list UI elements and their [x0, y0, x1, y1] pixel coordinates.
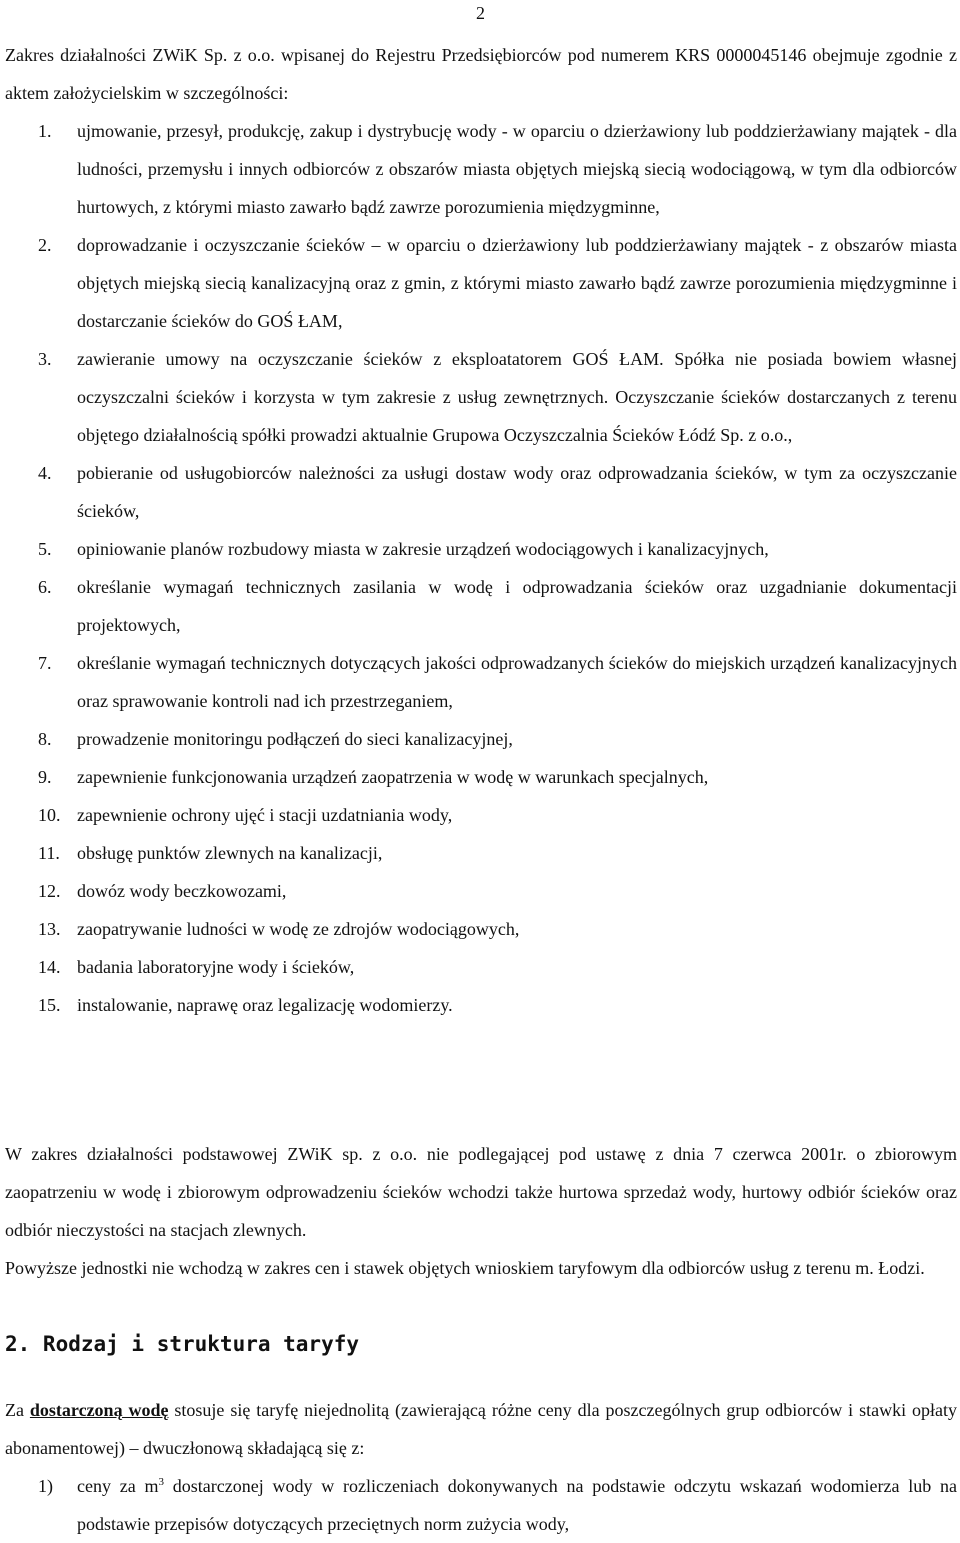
list-item-number: 11.	[38, 843, 60, 863]
tariff-text-before: Za	[5, 1400, 30, 1420]
list-item-text: określanie wymagań technicznych dotyczących jakości odprowadzanych ścieków do miejskich urządzeń kanalizacyjnych oraz sprawowanie kontroli nad ich przestrzeganiem,	[77, 653, 957, 711]
intro-paragraph: Zakres działalności ZWiK Sp. z o.o. wpisanej do Rejestru Przedsiębiorców pod numerem KRS 0000045146 obejmuje zgodnie z aktem założycielskim w szczególności:	[5, 45, 957, 103]
list-item-number: 9.	[38, 767, 52, 787]
list-item-text: prowadzenie monitoringu podłączeń do sieci kanalizacyjnej,	[77, 729, 513, 749]
list-item-text: zapewnienie ochrony ujęć i stacji uzdatniania wody,	[77, 805, 453, 825]
list-item-text: opiniowanie planów rozbudowy miasta w zakresie urządzeń wodociągowych i kanalizacyjnych,	[77, 539, 769, 559]
list-item-text: badania laboratoryjne wody i ścieków,	[77, 957, 355, 977]
list-item	[0, 340, 960, 454]
list-item-number: 15.	[38, 995, 61, 1015]
section-heading: 2. Rodzaj i struktura taryfy	[5, 1332, 360, 1356]
list-item-text: obsługę punktów zlewnych na kanalizacji,	[77, 843, 383, 863]
activity-list	[0, 112, 960, 1024]
list-item	[0, 910, 960, 948]
list-item	[0, 986, 960, 1024]
list-item-number: 3.	[38, 349, 52, 369]
list-item-text: zawieranie umowy na oczyszczanie ścieków z eksploatatorem GOŚ ŁAM. Spółka nie posiada bowiem własnej oczyszczalni ścieków i korzysta w tym zakresie z usług zewnętrznych. Oczyszczanie ścieków dostarczanych z terenu objętego działalnością spółki prowadzi aktualnie Grupowa Oczyszczalnia Ścieków Łódź Sp. z o.o.,	[77, 349, 957, 445]
tariff-underlined-term: dostarczoną wodę	[29, 1400, 169, 1420]
list-item	[0, 226, 960, 340]
list-item-text: doprowadzanie i oczyszczanie ścieków – w oparciu o dzierżawiony lub poddzierżawiany majątek - z obszarów miasta objętych miejską siecią kanalizacyjną oraz z gmin, z którymi miasto zawarło bądź zawrze porozumienia międzygminne i dostarczanie ścieków do GOŚ ŁAM,	[77, 235, 957, 331]
list-item	[0, 454, 960, 530]
list-item-number: 2.	[38, 235, 52, 255]
list-item-text: zaopatrywanie ludności w wodę ze zdrojów wodociągowych,	[77, 919, 520, 939]
list-item	[0, 948, 960, 986]
list-item-text: określanie wymagań technicznych zasilania w wodę i odprowadzania ścieków oraz uzgadnianie dokumentacji projektowych,	[77, 577, 957, 635]
page-number: 2	[476, 3, 485, 23]
superscript: 3	[158, 1476, 164, 1488]
tariff-text-after: stosuje się taryfę niejednolitą (zawierającą różne ceny dla poszczególnych grup odbiorców i stawki opłaty abonamentowej) – dwuczłonową składającą się z:	[5, 1400, 957, 1458]
list-item	[0, 644, 960, 720]
list-item-number: 13.	[38, 919, 61, 939]
list-item-number: 10.	[38, 805, 61, 825]
tariff-component-list	[0, 1467, 960, 1543]
list-item	[0, 872, 960, 910]
list-item	[0, 112, 960, 226]
tariff-paragraph	[5, 1391, 957, 1467]
list-item-text: dowóz wody beczkowozami,	[77, 881, 287, 901]
list-item-number: 12.	[38, 881, 61, 901]
sub-item-text-after: dostarczonej wody w rozliczeniach dokonywanych na podstawie odczytu wskazań wodomierza lub na podstawie przepisów dotyczących przeciętnych norm zużycia wody,	[77, 1476, 957, 1534]
list-item	[0, 834, 960, 872]
list-item	[0, 720, 960, 758]
list-item-number: 8.	[38, 729, 52, 749]
list-item	[0, 796, 960, 834]
scope-paragraph: W zakres działalności podstawowej ZWiK sp. z o.o. nie podlegającej pod ustawę z dnia 7 czerwca 2001r. o zbiorowym zaopatrzeniu w wodę i zbiorowym odprowadzeniu ścieków wchodzi także hurtowa sprzedaż wody, hurtowy odbiór ścieków oraz odbiór nieczystości na stacjach zlewnych.	[5, 1144, 957, 1240]
list-item	[0, 530, 960, 568]
list-item	[0, 758, 960, 796]
list-item-number: 1.	[38, 121, 52, 141]
sub-item-text-before: ceny za m	[77, 1476, 159, 1496]
list-item-number: 5.	[38, 539, 52, 559]
list-item-number: 1)	[38, 1476, 53, 1496]
list-item-number: 14.	[38, 957, 61, 977]
list-item-text: pobieranie od usługobiorców należności za usługi dostaw wody oraz odprowadzania ścieków, w tym za oczyszczanie ścieków,	[77, 463, 957, 521]
list-item	[0, 1467, 960, 1543]
list-item-number: 6.	[38, 577, 52, 597]
list-item-text: ujmowanie, przesył, produkcję, zakup i dystrybucję wody - w oparciu o dzierżawiony lub poddzierżawiany majątek - dla ludności, przemysłu i innych odbiorców z obszarów miasta objętych miejską siecią wodociągową, w tym dla odbiorców hurtowych, z którymi miasto zawarło bądź zawrze porozumienia międzygminne,	[77, 121, 957, 217]
list-item	[0, 568, 960, 644]
list-item-number: 7.	[38, 653, 52, 673]
list-item-number: 4.	[38, 463, 52, 483]
units-paragraph: Powyższe jednostki nie wchodzą w zakres cen i stawek objętych wnioskiem taryfowym dla odbiorców usług z terenu m. Łodzi.	[5, 1258, 925, 1278]
list-item-text: zapewnienie funkcjonowania urządzeń zaopatrzenia w wodę w warunkach specjalnych,	[77, 767, 709, 787]
list-item-text: instalowanie, naprawę oraz legalizację wodomierzy.	[77, 995, 453, 1015]
